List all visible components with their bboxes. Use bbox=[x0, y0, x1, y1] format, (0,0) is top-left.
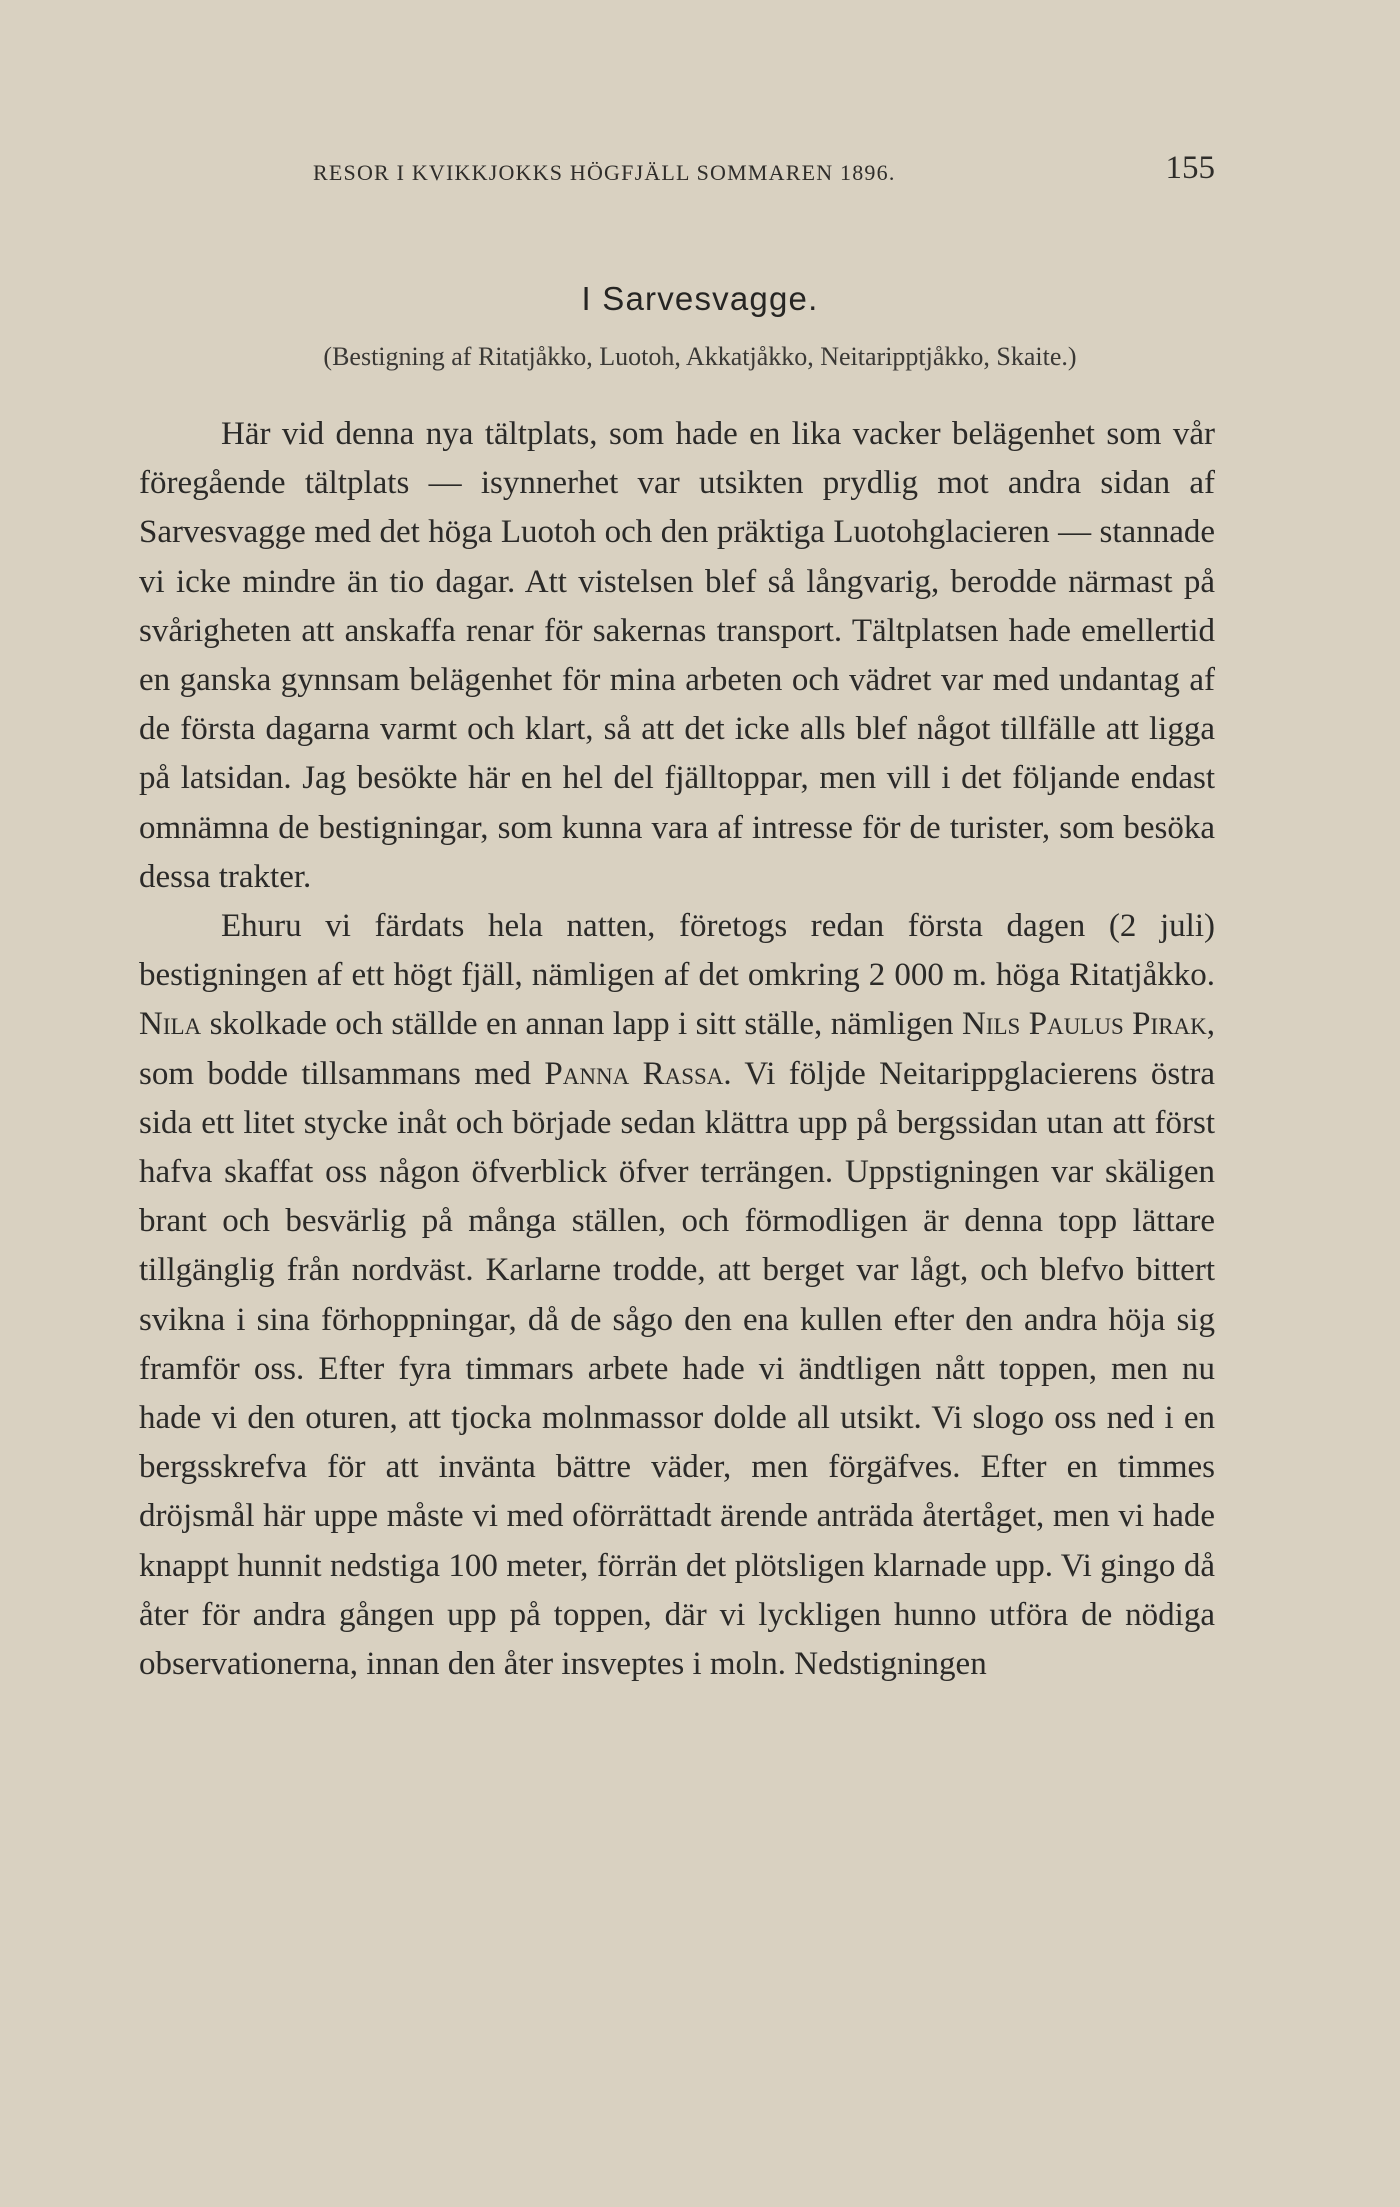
running-header bbox=[295, 150, 1215, 194]
paragraph-1: Här vid denna nya tältplats, som hade en lika vacker belägenhet som vår föregående tältplats — isynnerhet var utsikten prydlig mot andra sidan af Sarvesvagge med det höga Luotoh och den präktiga Luotohglacieren — stannade vi icke mindre än tio dagar. Att vistelsen blef så långvarig, berodde närmast på svårigheten att anskaffa renar för sakernas transport. Tältplatsen hade emellertid en ganska gynnsam belägenhet för mina arbeten och vädret var med undantag af de första dagarna varmt och klart, så att det icke alls blef något tillfälle att ligga på latsidan. Jag besökte här en hel del fjälltoppar, men vill i det följande endast omnämna de bestigningar, som kunna vara af intresse för de turister, som besöka dessa trakter. bbox=[139, 416, 1215, 895]
body-text bbox=[139, 410, 1215, 1689]
paragraph-2-segment-3: som bodde tillsammans med bbox=[139, 1055, 532, 1092]
chapter-title: I Sarvesvagge. bbox=[581, 280, 819, 317]
paragraph-2-segment-2: skolkade och ställde en annan lapp i sitt ställe, nämligen bbox=[209, 1006, 954, 1043]
running-title: RESOR I KVIKKJOKKS HÖGFJÄLL SOMMAREN 1896. bbox=[313, 160, 896, 185]
paragraph-2-segment-4: Vi följde Neitarippglacierens östra sida ett litet stycke inåt och började sedan klättra upp på bergssidan utan att först hafva skaffat oss någon öfverblick öfver terrängen. Uppstigningen var skäligen brant och besvärlig på många ställen, och förmodligen är denna topp lättare tillgänglig från nordväst. Karlarne trodde, att berget var lågt, och blefvo bittert svikna i sina förhoppningar, då de sågo den ena kullen efter den andra höja sig framför oss. Efter fyra timmars arbete hade vi ändtligen nått toppen, men nu hade vi den oturen, att tjocka molnmassor dolde all utsikt. Vi slogo oss ned i en bergsskrefva för att invänta bättre väder, men förgäfves. Efter en timmes dröjsmål här uppe måste vi med oförrättadt ärende anträda återtåget, men vi hade knappt hunnit nedstiga 100 meter, förrän det plötsligen klarnade upp. Vi gingo då åter för andra gången upp på toppen, där vi lyckligen hunno utföra de nödiga observationerna, innan den åter insveptes i moln. Nedstigningen bbox=[139, 1055, 1216, 1683]
person-name-nila: Nila bbox=[139, 1006, 202, 1043]
chapter-subtitle: (Bestigning af Ritatjåkko, Luotoh, Akkatjåkko, Neitaripptjåkko, Skaite.) bbox=[323, 342, 1077, 371]
person-name-panna-rassa: Panna Rassa. bbox=[544, 1055, 732, 1092]
person-name-nils-paulus-pirak: Nils Paulus Pirak, bbox=[961, 1006, 1216, 1043]
paragraph-2-segment-1: Ehuru vi färdats hela natten, företogs redan första dagen (2 juli) bestigningen af ett högt fjäll, nämligen af det omkring 2 000 m. höga Ritatjåkko. bbox=[139, 908, 1215, 994]
paragraph-2 bbox=[139, 902, 1215, 1689]
page-number: 155 bbox=[1165, 150, 1215, 186]
